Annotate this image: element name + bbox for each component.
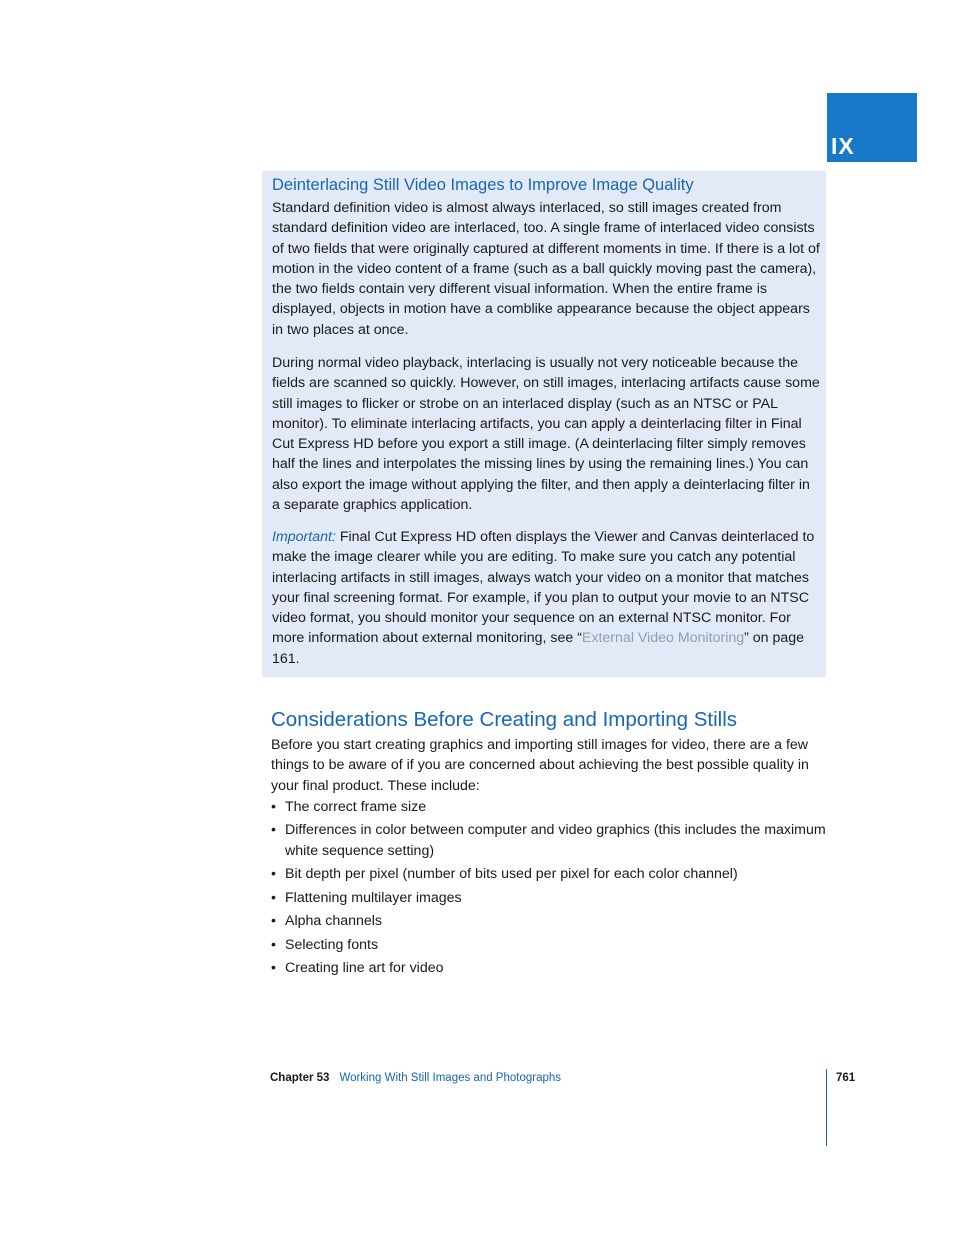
bullet-icon: • bbox=[271, 913, 276, 930]
list-item-text: Flattening multilayer images bbox=[285, 889, 462, 906]
footer-divider bbox=[826, 1069, 827, 1146]
bullet-icon: • bbox=[271, 799, 276, 815]
list-item-text: Differences in color between computer and video graphics (this includes the maximum white sequence setting) bbox=[285, 822, 826, 859]
section-intro: Before you start creating graphics and importing still images for video, there are a few things to be aware of if you are concerned about achieving the best possible quality in your final product. These include: bbox=[271, 737, 809, 794]
bullet-icon: • bbox=[271, 960, 276, 977]
important-label: Important: bbox=[272, 529, 336, 545]
chapter-title-link[interactable]: Working With Still Images and Photographs bbox=[339, 1072, 562, 1084]
list-item bbox=[271, 797, 826, 817]
important-note bbox=[272, 527, 820, 669]
sidebar-paragraph-1: Standard definition video is almost always interlaced, so still images created from standard definition video are interlaced, too. A single frame of interlaced video consists of two fields that were originally captured at different moments in time. If there is a lot of motion in the video content of a frame (such as a ball quickly moving past the camera), the two fields contain very different visual information. When the entire frame is displayed, objects in motion have a comblike appearance because the object appears in two places at once. bbox=[272, 200, 820, 338]
list-item bbox=[271, 888, 826, 908]
list-item bbox=[271, 935, 826, 955]
page-footer bbox=[270, 1072, 561, 1084]
bullet-icon: • bbox=[271, 822, 276, 839]
sidebar-title: Deinterlacing Still Video Images to Improve Image Quality bbox=[272, 176, 694, 194]
sidebar-paragraph-2: During normal video playback, interlacing is usually not very noticeable because the fields are scanned so quickly. However, on still images, interlacing artifacts cause some still images to flicker or strobe on an interlaced display (such as an NTSC or PAL monitor). To eliminate interlacing artifacts, you can apply a deinterlacing filter in Final Cut Express HD before you export a still image. (A deinterlacing filter simply removes half the lines and interpolates the missing lines by using the remaining lines.) You can also export the image without applying the filter, and then apply a deinterlacing filter in a separate graphics application. bbox=[272, 355, 820, 514]
considerations-list bbox=[271, 797, 826, 982]
section-title: Considerations Before Creating and Importing Stills bbox=[271, 708, 738, 731]
list-item bbox=[271, 864, 826, 884]
important-tail: ” on page 161. bbox=[272, 630, 805, 667]
list-item bbox=[271, 958, 826, 978]
bullet-icon: • bbox=[271, 866, 276, 883]
bullet-icon: • bbox=[271, 936, 276, 953]
list-item-text: Alpha channels bbox=[285, 913, 383, 930]
external-video-monitoring-link[interactable]: External Video Monitoring bbox=[581, 630, 745, 647]
list-item-text: Selecting fonts bbox=[285, 936, 379, 953]
part-tab-label: IX bbox=[831, 133, 855, 159]
list-item-text: Bit depth per pixel (number of bits used per pixel for each color channel) bbox=[285, 866, 738, 883]
part-tab bbox=[827, 93, 917, 162]
important-text: Final Cut Express HD often displays the Viewer and Canvas deinterlaced to make the image clearer while you are editing. To make sure you catch any potential interlacing artifacts in still images, always watch your video on a monitor that matches your final screening format. For example, if you plan to output your movie to an NTSC video format, you should monitor your sequence on an external NTSC monitor. For more information about external monitoring, see “ bbox=[272, 529, 815, 647]
bullet-icon: • bbox=[271, 889, 276, 906]
list-item bbox=[271, 820, 826, 861]
list-item-text: The correct frame size bbox=[285, 799, 427, 815]
page-number: 761 bbox=[836, 1072, 856, 1084]
list-item bbox=[271, 911, 826, 931]
list-item-text: Creating line art for video bbox=[285, 960, 444, 977]
chapter-label: Chapter 53 bbox=[270, 1072, 330, 1084]
